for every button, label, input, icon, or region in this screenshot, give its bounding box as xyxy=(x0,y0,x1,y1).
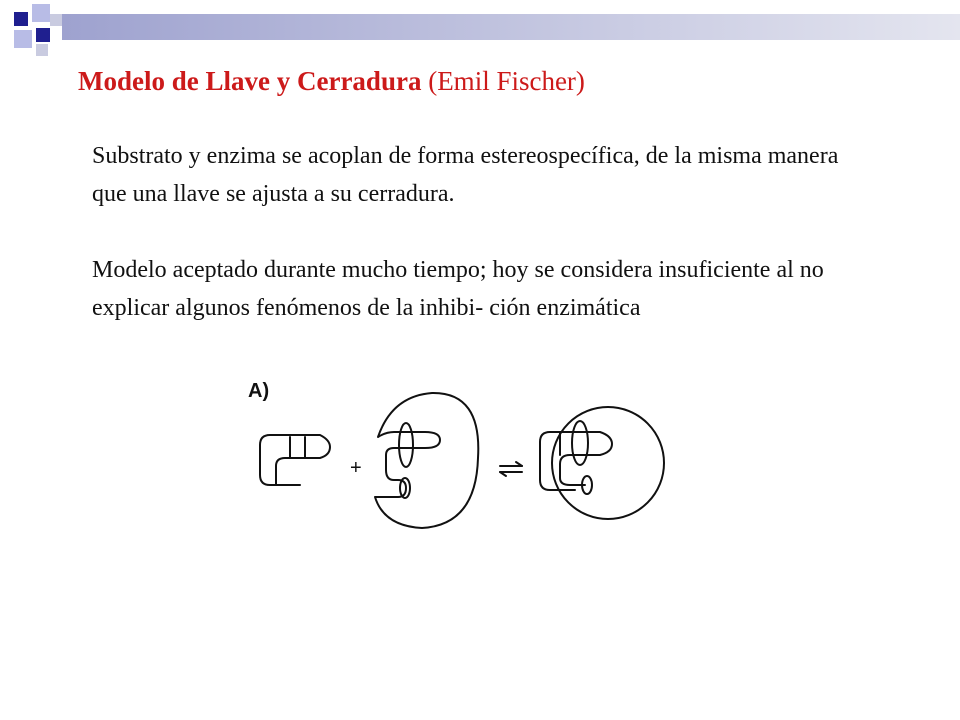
enzyme-shape xyxy=(375,393,478,528)
enzyme-site-loop xyxy=(399,423,413,467)
decor-square-light-2 xyxy=(14,30,32,48)
decor-square-light-3 xyxy=(50,14,62,26)
title-author: (Emil Fischer) xyxy=(428,66,585,96)
lock-and-key-diagram xyxy=(240,378,700,538)
equilibrium-arrows-icon xyxy=(500,462,522,476)
paragraph-limitations: Modelo aceptado durante mucho tiempo; hoy se considera insuficiente al no explicar algunos fenómenos de la inhibi- ción enzimática xyxy=(92,257,824,321)
complex-site-loop xyxy=(572,421,588,465)
paragraph-definition: Substrato y enzima se acoplan de forma estereospecífica, de la misma manera que una llave se ajusta a su cerradura. xyxy=(92,143,839,207)
substrate-shape xyxy=(260,435,330,485)
decor-square-light-1 xyxy=(32,4,50,22)
decor-square-light-4 xyxy=(36,44,48,56)
slide-title xyxy=(78,64,585,98)
decor-square-dark-1 xyxy=(14,12,28,26)
plus-sign: + xyxy=(350,457,362,479)
corner-decoration xyxy=(0,0,960,60)
complex-shape xyxy=(540,407,664,519)
title-main: Modelo de Llave y Cerradura xyxy=(78,66,422,96)
decor-square-dark-2 xyxy=(36,28,50,42)
top-bar xyxy=(62,14,960,40)
figure-label: A) xyxy=(248,380,270,402)
